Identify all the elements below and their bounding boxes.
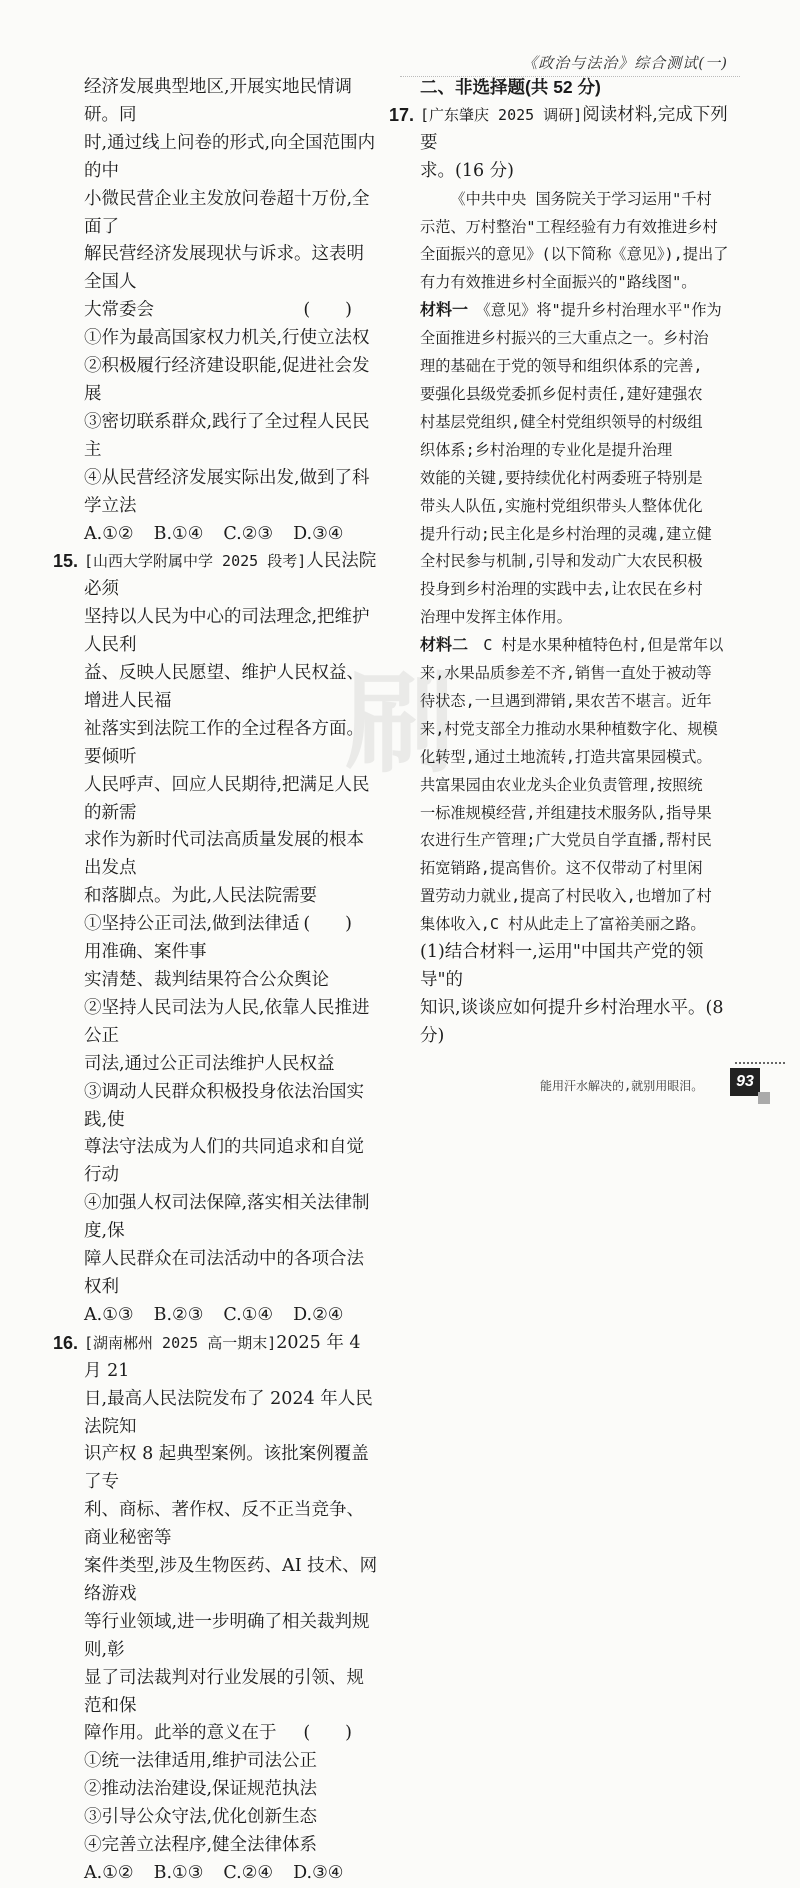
- option-d: D.②④: [293, 1304, 344, 1325]
- watermark: 刷: [345, 663, 455, 786]
- q14-item: ②积极履行经济建设职能,促进社会发展: [84, 356, 370, 404]
- q16-item: ②推动法治建设,保证规范执法: [84, 1779, 318, 1800]
- option-c: C.②④: [223, 1863, 274, 1883]
- q15-item: ①坚持公正司法,做到法律适用准确、案件事: [84, 914, 300, 963]
- q15-text: 和落脚点。为此,人民法院需要: [84, 886, 318, 907]
- q16-text: 障作用。此举的意义在于: [84, 1723, 277, 1744]
- option-b: B.②③: [153, 1304, 204, 1325]
- m1-line: 全面推进乡村振兴的三大重点之一。乡村治: [420, 329, 709, 348]
- m2-line: 一标准规模经营,并组建技术服务队,指导果: [420, 803, 712, 822]
- option-c: C.②③: [223, 523, 274, 544]
- q14-options: [84, 521, 380, 549]
- q15-item: ③调动人民群众积极投身依法治国实践,使: [84, 1081, 364, 1130]
- q17-text: 阅读材料,完成下列要: [420, 104, 728, 153]
- answer-paren: ( ): [303, 300, 352, 321]
- q16-line: 日,最高人民法院发布了 2024 年人民法院知: [84, 1388, 373, 1437]
- q15-line: 益、反映人民愿望、维护人民权益、增进人民福: [84, 663, 364, 711]
- q14-item: ①作为最高国家权力机关,行使立法权: [84, 328, 370, 349]
- option-c: C.①④: [223, 1304, 274, 1325]
- m1-line: 投身到乡村治理的实践中去,让农民在乡村: [420, 580, 703, 599]
- m1-text: 《意见》将"提升乡村治理水平"作为: [483, 301, 722, 320]
- page-corner-decoration: [758, 1092, 770, 1104]
- q14-stem-end: 大常委会: [84, 300, 154, 321]
- q16-item: ④完善立法程序,健全法律体系: [84, 1835, 318, 1856]
- m2-line: 集体收入,C 村从此走上了富裕美丽之路。: [420, 915, 706, 934]
- q16-item: ①统一法律适用,维护司法公正: [84, 1751, 318, 1772]
- q17-line: [389, 102, 730, 158]
- intro-line: 有力有效推进乡村全面振兴的"路线图"。: [420, 273, 697, 292]
- m2-line: 待状态,一旦遇到滞销,果农苦不堪言。近年: [420, 691, 712, 710]
- q15-item: ④加强人权司法保障,落实相关法律制度,保: [84, 1193, 370, 1242]
- intro-line: 《中共中央 国务院关于学习运用"千村: [450, 189, 712, 208]
- q15-line: 坚持以人民为中心的司法理念,把维护人民利: [84, 607, 370, 656]
- q14-line: 时,通过线上问卷的形式,向全国范围内的中: [84, 132, 376, 181]
- option-b: B.①④: [153, 523, 204, 544]
- m1-line: [420, 297, 730, 325]
- page-header-title: 《政治与法治》综合测试(一): [522, 54, 728, 72]
- sub-question-1: [420, 939, 730, 1051]
- m2-line: 来,水果品质参差不齐,销售一直处于被动等: [420, 664, 712, 683]
- m1-line: 要强化县级党委抓乡促村责任,建好建强农: [420, 384, 703, 403]
- q16-line: [84, 1720, 380, 1748]
- footer-dots: [735, 1062, 785, 1064]
- q15-line: [53, 548, 380, 604]
- q16-options: [84, 1860, 380, 1888]
- footer-motto: 能用汗水解决的,就别用眼泪。: [540, 1079, 704, 1093]
- q14-line: 经济发展典型地区,开展实地民情调研。同: [84, 77, 353, 125]
- option-a: A.①②: [84, 523, 134, 544]
- m2-line: 农进行生产管理;广大党员自学直播,帮村民: [420, 831, 712, 850]
- material-label: 材料二: [420, 637, 469, 655]
- sub1-line: (1)结合材料一,运用"中国共产党的领导"的: [420, 942, 704, 990]
- q15-line: 人民呼声、回应人民期待,把满足人民的新需: [84, 774, 370, 823]
- m1-line: 带头人队伍,实施村党组织带头人整体优化: [420, 496, 703, 515]
- m2-line: 置劳动力就业,提高了村民收入,也增加了村: [420, 887, 712, 906]
- page-number: 93: [730, 1068, 760, 1096]
- option-d: D.③④: [293, 1863, 344, 1883]
- q15-line: 祉落实到法院工作的全过程各方面。要倾听: [84, 718, 364, 767]
- question-number: 15.: [53, 551, 79, 572]
- section-heading: 二、非选择题(共 52 分): [420, 77, 601, 97]
- q16-item: ③引导公众守法,优化创新生态: [84, 1807, 318, 1828]
- q14-line: 小微民营企业主发放问卷超十万份,全面了: [84, 188, 370, 237]
- left-column: [53, 74, 380, 1888]
- m1-line: 提升行动;民主化是乡村治理的灵魂,建立健: [420, 524, 712, 543]
- material-two: [420, 632, 730, 939]
- m2-line: 拓宽销路,提高售价。这不仅带动了村里闲: [420, 859, 703, 878]
- answer-paren: ( ): [303, 1723, 352, 1744]
- option-b: B.①③: [153, 1863, 204, 1883]
- q14-item: ④从民营经济发展实际出发,做到了科学立法: [84, 467, 370, 516]
- question-14-continued: [84, 74, 380, 548]
- q16-line: 利、商标、著作权、反不正当竞争、商业秘密等: [84, 1500, 364, 1549]
- m1-line: 织体系;乡村治理的专业化是提升治理: [420, 440, 673, 459]
- material-one: [420, 297, 730, 632]
- m2-line: 化转型,通过土地流转,打造共富果园模式。: [420, 747, 712, 766]
- q16-line: 等行业领域,进一步明确了相关裁判规则,彰: [84, 1611, 370, 1660]
- question-17: [389, 102, 730, 186]
- question-16: [53, 1330, 380, 1888]
- m1-line: 效能的关键,要持续优化村两委班子特别是: [420, 468, 703, 487]
- answer-paren: ( ): [303, 914, 352, 935]
- material-intro: [420, 186, 730, 298]
- intro-line: 示范、万村整治"工程经验有力有效推进乡村: [420, 217, 718, 236]
- m1-line: 治理中发挥主体作用。: [420, 608, 572, 627]
- m1-line: 理的基础在于党的领导和组织体系的完善,: [420, 357, 703, 376]
- m1-line: 村基层党组织,健全村党组织领导的村级组: [420, 412, 703, 431]
- q15-text: 人民法院必须: [84, 551, 377, 600]
- option-a: A.①③: [84, 1304, 134, 1325]
- question-number: 17.: [389, 104, 415, 125]
- q15-line: 求作为新时代司法高质量发展的根本出发点: [84, 830, 364, 879]
- sub1-line: 知识,谈谈应如何提升乡村治理水平。(8 分): [420, 997, 724, 1046]
- q15-item: 司法,通过公正司法维护人民权益: [84, 1053, 335, 1074]
- q16-line: 识产权 8 起典型案例。该批案例覆盖了专: [84, 1444, 369, 1493]
- q15-item: 障人民群众在司法活动中的各项合法权利: [84, 1249, 364, 1297]
- option-d: D.③④: [293, 523, 344, 544]
- question-source-tag: [广东肇庆 2025 调研]: [420, 105, 583, 124]
- q16-line: [53, 1330, 380, 1386]
- question-number: 16.: [53, 1332, 79, 1353]
- q15-item: 尊法守法成为人们的共同追求和自觉行动: [84, 1137, 364, 1186]
- question-source-tag: [山西大学附属中学 2025 段考]: [84, 552, 307, 571]
- q16-text: 2025 年 4 月 21: [84, 1332, 361, 1381]
- q15-options: [84, 1302, 380, 1330]
- right-column: [389, 74, 730, 1051]
- m1-line: 全村民参与机制,引导和发动广大农民积极: [420, 552, 703, 571]
- q17-line: 求。(16 分): [420, 160, 514, 181]
- m2-text: C 村是水果种植特色村,但是常年以: [483, 636, 724, 655]
- question-source-tag: [湖南郴州 2025 高一期末]: [84, 1333, 277, 1352]
- q14-item: ③密切联系群众,践行了全过程人民民主: [84, 411, 370, 460]
- q16-line: 案件类型,涉及生物医药、AI 技术、网络游戏: [84, 1556, 378, 1604]
- intro-line: 全面振兴的意见》(以下简称《意见》),提出了: [420, 245, 729, 264]
- q15-item: 实清楚、裁判结果符合公众舆论: [84, 970, 329, 990]
- material-label: 材料一: [420, 302, 469, 320]
- q15-item: ②坚持人民司法为人民,依靠人民推进公正: [84, 997, 370, 1046]
- q14-line: 解民营经济发展现状与诉求。这表明全国人: [84, 244, 364, 293]
- q15-line: [84, 883, 380, 935]
- m2-line: [420, 632, 730, 660]
- m2-line: 共富果园由农业龙头企业负责管理,按照统: [420, 775, 703, 794]
- q14-line: [84, 297, 380, 325]
- question-15: [53, 548, 380, 1329]
- m2-line: 来,村党支部全力推动水果种植数字化、规模: [420, 719, 718, 738]
- option-a: A.①②: [84, 1863, 134, 1883]
- q16-line: 显了司法裁判对行业发展的引领、规范和保: [84, 1667, 364, 1716]
